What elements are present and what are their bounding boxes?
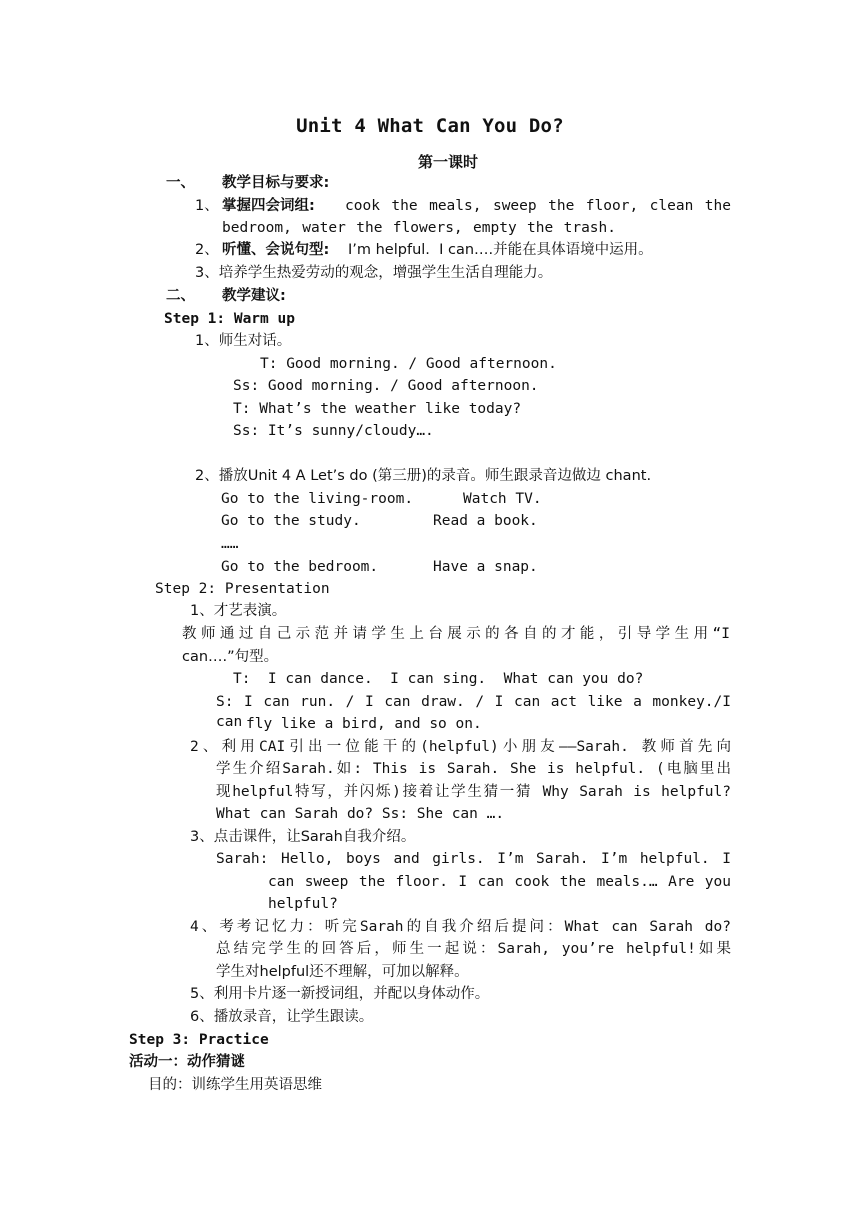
dialogue-line-1: T: Good morning. / Good afternoon. bbox=[260, 356, 557, 372]
step-3-heading: Step 3: Practice bbox=[129, 1032, 269, 1048]
presentation-item-2-a: 2、利用CAI引出一位能干的(helpful)小朋友——Sarah. 教师首先向 bbox=[190, 739, 731, 755]
chant-left-3: Go to the bedroom. bbox=[221, 559, 379, 575]
presentation-item-1-text-a: 教师通过自己示范并请学生上台展示的各自的才能，引导学生用“I bbox=[182, 626, 730, 642]
chant-left-1: Go to the living-room. bbox=[221, 491, 414, 507]
dialogue-line-4: Ss: It’s sunny/cloudy…. bbox=[233, 423, 434, 439]
goal-2-number: 2、 bbox=[195, 242, 219, 258]
presentation-item-2-c: 现helpful特写，并闪烁)接着让学生猜一猜 Why Sarah is helpful? bbox=[216, 784, 731, 800]
presentation-item-4-a: 4、考考记忆力：听完Sarah的自我介绍后提问：What can Sarah do? bbox=[190, 919, 731, 935]
section-1-number: 一、 bbox=[166, 175, 195, 191]
talent-student-line-b: fly like a bird, and so on. bbox=[246, 716, 482, 732]
goal-1-label: 掌握四会词组: bbox=[222, 198, 315, 214]
presentation-item-3: 3、点击课件，让Sarah自我介绍。 bbox=[190, 829, 416, 845]
section-2-heading: 教学建议: bbox=[222, 288, 286, 304]
step-2-heading: Step 2: Presentation bbox=[155, 581, 330, 597]
warmup-item-2: 2、播放Unit 4 A Let’s do (第三册)的录音。师生跟录音边做边 chant. bbox=[195, 468, 652, 484]
presentation-item-1-text-b: can….”句型。 bbox=[182, 649, 279, 665]
chant-left-2: Go to the study. bbox=[221, 513, 361, 529]
presentation-item-2-b: 学生介绍Sarah.如: This is Sarah. She is helpful. (电脑里出 bbox=[216, 761, 731, 777]
presentation-item-6: 6、播放录音，让学生跟读。 bbox=[190, 1009, 374, 1025]
goal-3: 3、培养学生热爱劳动的观念，增强学生生活自理能力。 bbox=[195, 265, 553, 281]
goal-1-number: 1、 bbox=[195, 198, 219, 214]
presentation-item-4-c: 学生对helpful还不理解，可加以解释。 bbox=[216, 964, 469, 980]
dialogue-line-2: Ss: Good morning. / Good afternoon. bbox=[233, 378, 539, 394]
sarah-intro-b: can sweep the floor. I can cook the meals.… Are you bbox=[268, 874, 731, 890]
section-2-number: 二、 bbox=[166, 288, 195, 304]
section-1-heading: 教学目标与要求: bbox=[222, 175, 330, 191]
dialogue-line-3: T: What’s the weather like today? bbox=[233, 401, 522, 417]
presentation-item-4-b: 总结完学生的回答后，师生一起说：Sarah, you’re helpful!如果 bbox=[216, 941, 731, 957]
goal-1-text: cook the meals, sweep the floor, clean the bbox=[345, 198, 731, 214]
chant-right-3: Have a snap. bbox=[433, 559, 538, 575]
chant-ellipsis: …… bbox=[221, 536, 239, 552]
goal-2-text: I’m helpful. I can….并能在具体语境中运用。 bbox=[348, 242, 653, 258]
document-title: Unit 4 What Can You Do? bbox=[296, 115, 564, 137]
goal-2-label: 听懂、会说句型: bbox=[222, 242, 330, 258]
chant-right-2: Read a book. bbox=[433, 513, 538, 529]
chant-right-1: Watch TV. bbox=[463, 491, 542, 507]
talent-teacher-line: T: I can dance. I can sing. What can you do? bbox=[233, 671, 644, 687]
goal-1-continuation: bedroom, water the flowers, empty the trash. bbox=[222, 220, 616, 236]
activity-1-heading: 活动一：动作猜谜 bbox=[129, 1054, 245, 1070]
activity-1-purpose: 目的：训练学生用英语思维 bbox=[148, 1077, 322, 1093]
step-1-heading: Step 1: Warm up bbox=[164, 311, 295, 327]
talent-student-line-a: S: I can run. / I can draw. / I can act like a monkey./I can bbox=[216, 694, 731, 730]
sarah-intro-c: helpful? bbox=[268, 896, 338, 912]
warmup-item-1: 1、师生对话。 bbox=[195, 333, 292, 349]
presentation-item-1: 1、才艺表演。 bbox=[190, 603, 287, 619]
presentation-item-5: 5、利用卡片逐一新授词组，并配以身体动作。 bbox=[190, 986, 490, 1002]
presentation-item-2-d: What can Sarah do? Ss: She can …. bbox=[216, 806, 505, 822]
sarah-intro-a: Sarah: Hello, boys and girls. I’m Sarah. I’m helpful. I bbox=[216, 851, 731, 867]
lesson-subtitle: 第一课时 bbox=[417, 153, 478, 171]
